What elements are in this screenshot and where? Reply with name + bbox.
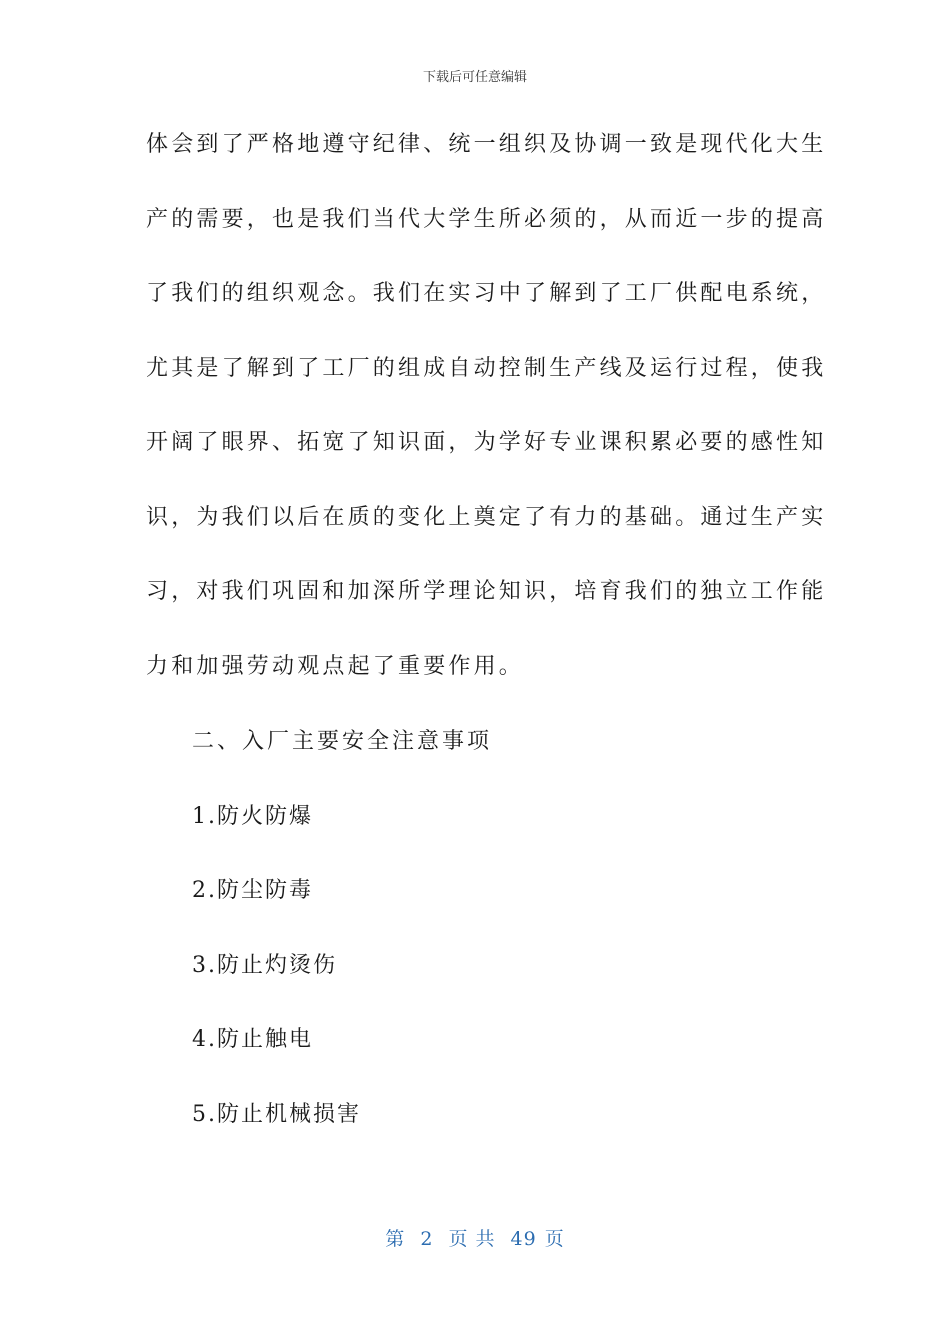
paragraph-line: 体会到了严格地遵守纪律、统一组织及协调一致是现代化大生 <box>146 132 827 157</box>
footer-suffix: 页 <box>544 1228 565 1250</box>
list-item: 1.防火防爆 <box>192 804 313 829</box>
page-footer <box>0 1224 950 1251</box>
paragraph-line: 习，对我们巩固和加深所学理论知识，培育我们的独立工作能 <box>146 579 827 604</box>
paragraph-line: 力和加强劳动观点起了重要作用。 <box>146 654 525 679</box>
paragraph-line: 识，为我们以后在质的变化上奠定了有力的基础。通过生产实 <box>146 505 827 530</box>
footer-prefix: 第 <box>385 1228 406 1250</box>
total-pages-number: 49 <box>510 1228 537 1250</box>
list-item: 5.防止机械损害 <box>192 1102 361 1127</box>
paragraph-line: 开阔了眼界、拓宽了知识面，为学好专业课积累必要的感性知 <box>146 430 827 455</box>
paragraph-line: 尤其是了解到了工厂的组成自动控制生产线及运行过程，使我 <box>146 356 827 381</box>
list-item: 4.防止触电 <box>192 1027 313 1052</box>
current-page-number: 2 <box>420 1228 434 1250</box>
paragraph-line: 产的需要，也是我们当代大学生所必须的，从而近一步的提高 <box>146 207 827 232</box>
page-header: 下载后可任意编辑 <box>422 70 527 85</box>
footer-middle: 页 共 <box>448 1228 496 1250</box>
paragraph-line: 了我们的组织观念。我们在实习中了解到了工厂供配电系统， <box>146 281 827 306</box>
list-item: 2.防尘防毒 <box>192 878 313 903</box>
list-item: 3.防止灼烫伤 <box>192 953 337 978</box>
section-heading: 二、入厂主要安全注意事项 <box>192 729 493 754</box>
